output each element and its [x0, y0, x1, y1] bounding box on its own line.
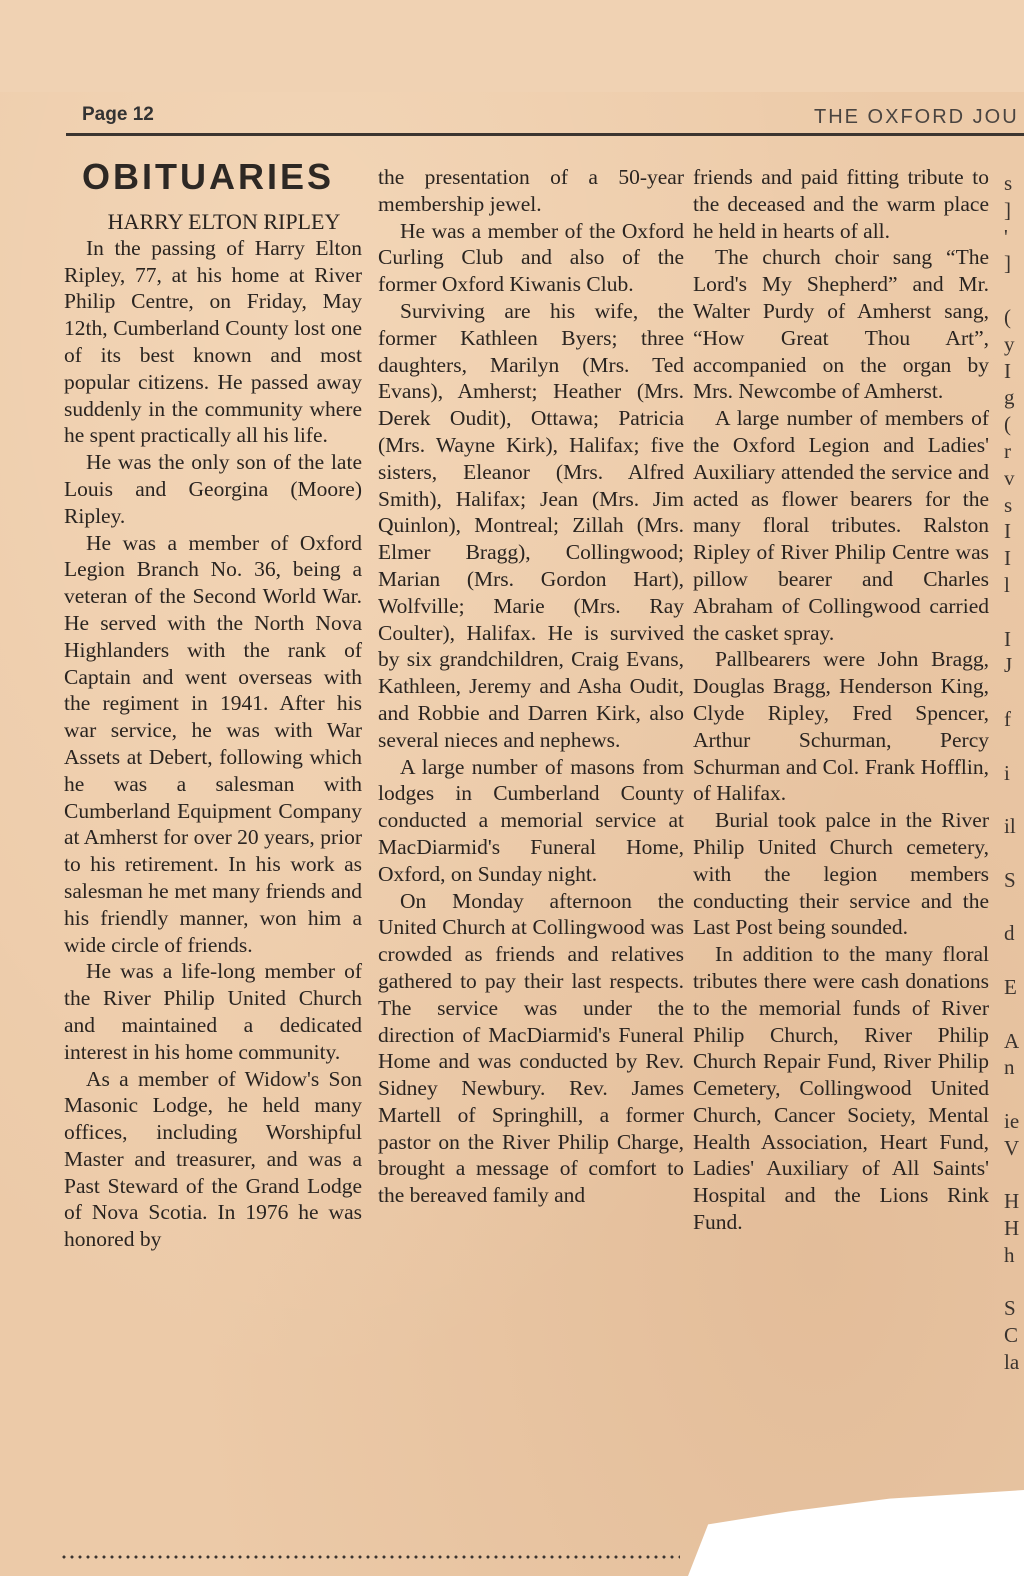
- edge-fragment: [1004, 1269, 1024, 1296]
- edge-fragment: [1004, 1001, 1024, 1028]
- paragraph: He was a member of Oxford Legion Branch No. 36, being a veteran of the Second World War. He served with the North Nova Highlanders with the rank of Captain and went overseas with the regiment in 1941. After his war service, he was with War Assets at Debert, following which he was a salesman with Cumberland Equipment Company at Amherst for over 20 years, prior to his retirement. In his work as salesman he met many friends and his friendly manner, won him a wide circle of friends.: [64, 530, 362, 957]
- edge-fragment: d: [1004, 921, 1015, 946]
- paper-top-margin: [0, 0, 1024, 92]
- edge-fragment: l: [1004, 572, 1010, 597]
- edge-fragment: S: [1004, 1296, 1016, 1321]
- edge-fragment: [1004, 786, 1024, 813]
- edge-fragment: I: [1004, 519, 1011, 544]
- edge-fragment: A: [1004, 1028, 1020, 1053]
- paragraph: the presentation of a 50-year membership jewel.: [378, 165, 684, 216]
- page-number: Page 12: [82, 104, 154, 125]
- section-title: OBITUARIES: [82, 156, 335, 197]
- edge-fragment: (: [1004, 304, 1011, 329]
- edge-fragment: [1004, 1161, 1024, 1188]
- article-column-1: [64, 156, 362, 1253]
- paragraph: Burial took palce in the River Philip United Church cemetery, with the legion members conducting their service and the Last Post being sounded.: [693, 808, 989, 940]
- edge-fragment: s: [1004, 171, 1013, 195]
- newspaper-masthead: THE OXFORD JOU: [814, 106, 1019, 128]
- edge-fragment: (: [1004, 412, 1011, 437]
- paragraph: Pallbearers were John Bragg, Douglas Bragg, Henderson King, Clyde Ripley, Fred Spencer, Arthur Schurman, Percy Schurman and Col. Frank Hofflin, of Halifax.: [693, 647, 989, 806]
- paragraph: The church choir sang “The Lord's My Shepherd” and Mr. Walter Purdy of Amherst sang, “How Great Thou Art”, accompanied on the organ by Mrs. Newcombe of Amherst.: [693, 245, 989, 404]
- edge-fragment: H: [1004, 1189, 1020, 1214]
- edge-fragment: J: [1004, 653, 1013, 678]
- edge-fragment: [1004, 733, 1024, 760]
- edge-fragment: [1004, 277, 1024, 304]
- edge-fragment: n: [1004, 1055, 1015, 1080]
- paragraph: On Monday afternoon the United Church at Collingwood was crowded as friends and relatives gathered to pay their last respects. The service was under the direction of MacDiarmid's Funeral Home and was conducted by Rev. Sidney Newbury. Rev. James Martell of Springhill, a former pastor on the River Philip Charge, brought a message of comfort to the bereaved family and: [378, 888, 684, 1208]
- paragraph: He was a member of the Oxford Curling Club and also of the former Oxford Kiwanis Club.: [378, 218, 684, 297]
- edge-fragment: v: [1004, 465, 1015, 490]
- edge-fragment: [1004, 1081, 1024, 1108]
- edge-fragment: [1004, 679, 1024, 706]
- edge-fragment: la: [1004, 1350, 1020, 1375]
- torn-corner: [688, 1490, 1024, 1576]
- edge-fragment: I: [1004, 626, 1011, 651]
- paragraph: He was the only son of the late Louis and Georgina (Moore) Ripley.: [64, 450, 362, 528]
- paragraph: A large number of masons from lodges in Cumberland County conducted a memorial service at MacDiarmid's Funeral Home, Oxford, on Sunday night.: [378, 754, 684, 886]
- edge-fragment: il: [1004, 814, 1016, 839]
- edge-fragment: [1004, 947, 1024, 974]
- edge-fragment: [1004, 840, 1024, 867]
- edge-fragment: E: [1004, 974, 1017, 999]
- paragraph: A large number of members of the Oxford Legion and Ladies' Auxiliary attended the service and acted as flower bearers for the many floral tributes. Ralston Ripley of River Philip Centre was pillow bearer and Charles Abraham of Collingwood carried the casket spray.: [693, 406, 989, 645]
- edge-fragment: f: [1004, 706, 1011, 731]
- edge-fragment: [1004, 599, 1024, 626]
- paragraph: In addition to the many floral tributes there were cash donations to the memorial funds of River Philip Church, River Philip Church Repair Fund, River Philip Cemetery, Collingwood United Church, Cancer Society, Mental Health Association, Heart Fund, Ladies' Auxiliary of All Saints' Hospital and the Lions Rink Fund.: [693, 942, 989, 1235]
- edge-fragment: h: [1004, 1242, 1015, 1267]
- obituary-headline: HARRY ELTON RIPLEY: [107, 208, 341, 234]
- edge-fragment: g: [1004, 385, 1015, 410]
- paragraph: As a member of Widow's Son Masonic Lodge, he held many offices, including Worshipful Master and treasurer, and was a Past Steward of the Grand Lodge of Nova Scotia. In 1976 he was honored by: [64, 1066, 362, 1252]
- edge-fragment: ': [1004, 224, 1008, 249]
- paragraph: He was a life-long member of the River Philip United Church and maintained a dedicated interest in his home community.: [64, 959, 362, 1064]
- cut-off-column-fragments: [1004, 170, 1024, 1376]
- bottom-dotted-rule: [60, 1554, 680, 1560]
- edge-fragment: i: [1004, 760, 1010, 785]
- edge-fragment: [1004, 894, 1024, 921]
- edge-fragment: S: [1004, 867, 1016, 892]
- edge-fragment: I: [1004, 358, 1011, 383]
- edge-fragment: H: [1004, 1216, 1020, 1241]
- edge-fragment: ]: [1004, 251, 1011, 276]
- edge-fragment: r: [1004, 438, 1011, 463]
- edge-fragment: ie: [1004, 1108, 1020, 1133]
- paragraph: In the passing of Harry Elton Ripley, 77, at his home at River Philip Centre, on Friday, May 12th, Cumberland County lost one of its best known and most popular citizens. He passed away suddenly in the community where he spent practically all his life.: [64, 235, 362, 448]
- header-rule: [66, 133, 1024, 136]
- edge-fragment: y: [1004, 331, 1015, 356]
- edge-fragment: s: [1004, 492, 1013, 517]
- article-column-3: [693, 164, 989, 1236]
- paragraph: friends and paid fitting tribute to the deceased and the warm place he held in hearts of all.: [693, 165, 989, 243]
- edge-fragment: C: [1004, 1323, 1019, 1348]
- edge-fragment: I: [1004, 546, 1011, 571]
- edge-fragment: ]: [1004, 197, 1011, 222]
- paragraph: Surviving are his wife, the former Kathleen Byers; three daughters, Marilyn (Mrs. Ted Evans), Amherst; Heather (Mrs. Derek Oudit), Ottawa; Patricia (Mrs. Wayne Kirk), Halifax; five sisters, Eleanor (Mrs. Alfred Smith), Halifax; Jean (Mrs. Jim Quinlon), Montreal; Zillah (Mrs. Elmer Bragg), Collingwood; Marian (Mrs. Gordon Hart), Wolfville; Marie (Mrs. Ray Coulter), Halifax. He is survived by six grandchildren, Craig Evans, Kathleen, Jeremy and Asha Oudit, and Robbie and Darren Kirk, also several nieces and nephews.: [378, 298, 684, 752]
- edge-fragment: V: [1004, 1135, 1020, 1160]
- article-column-2: [378, 164, 684, 1209]
